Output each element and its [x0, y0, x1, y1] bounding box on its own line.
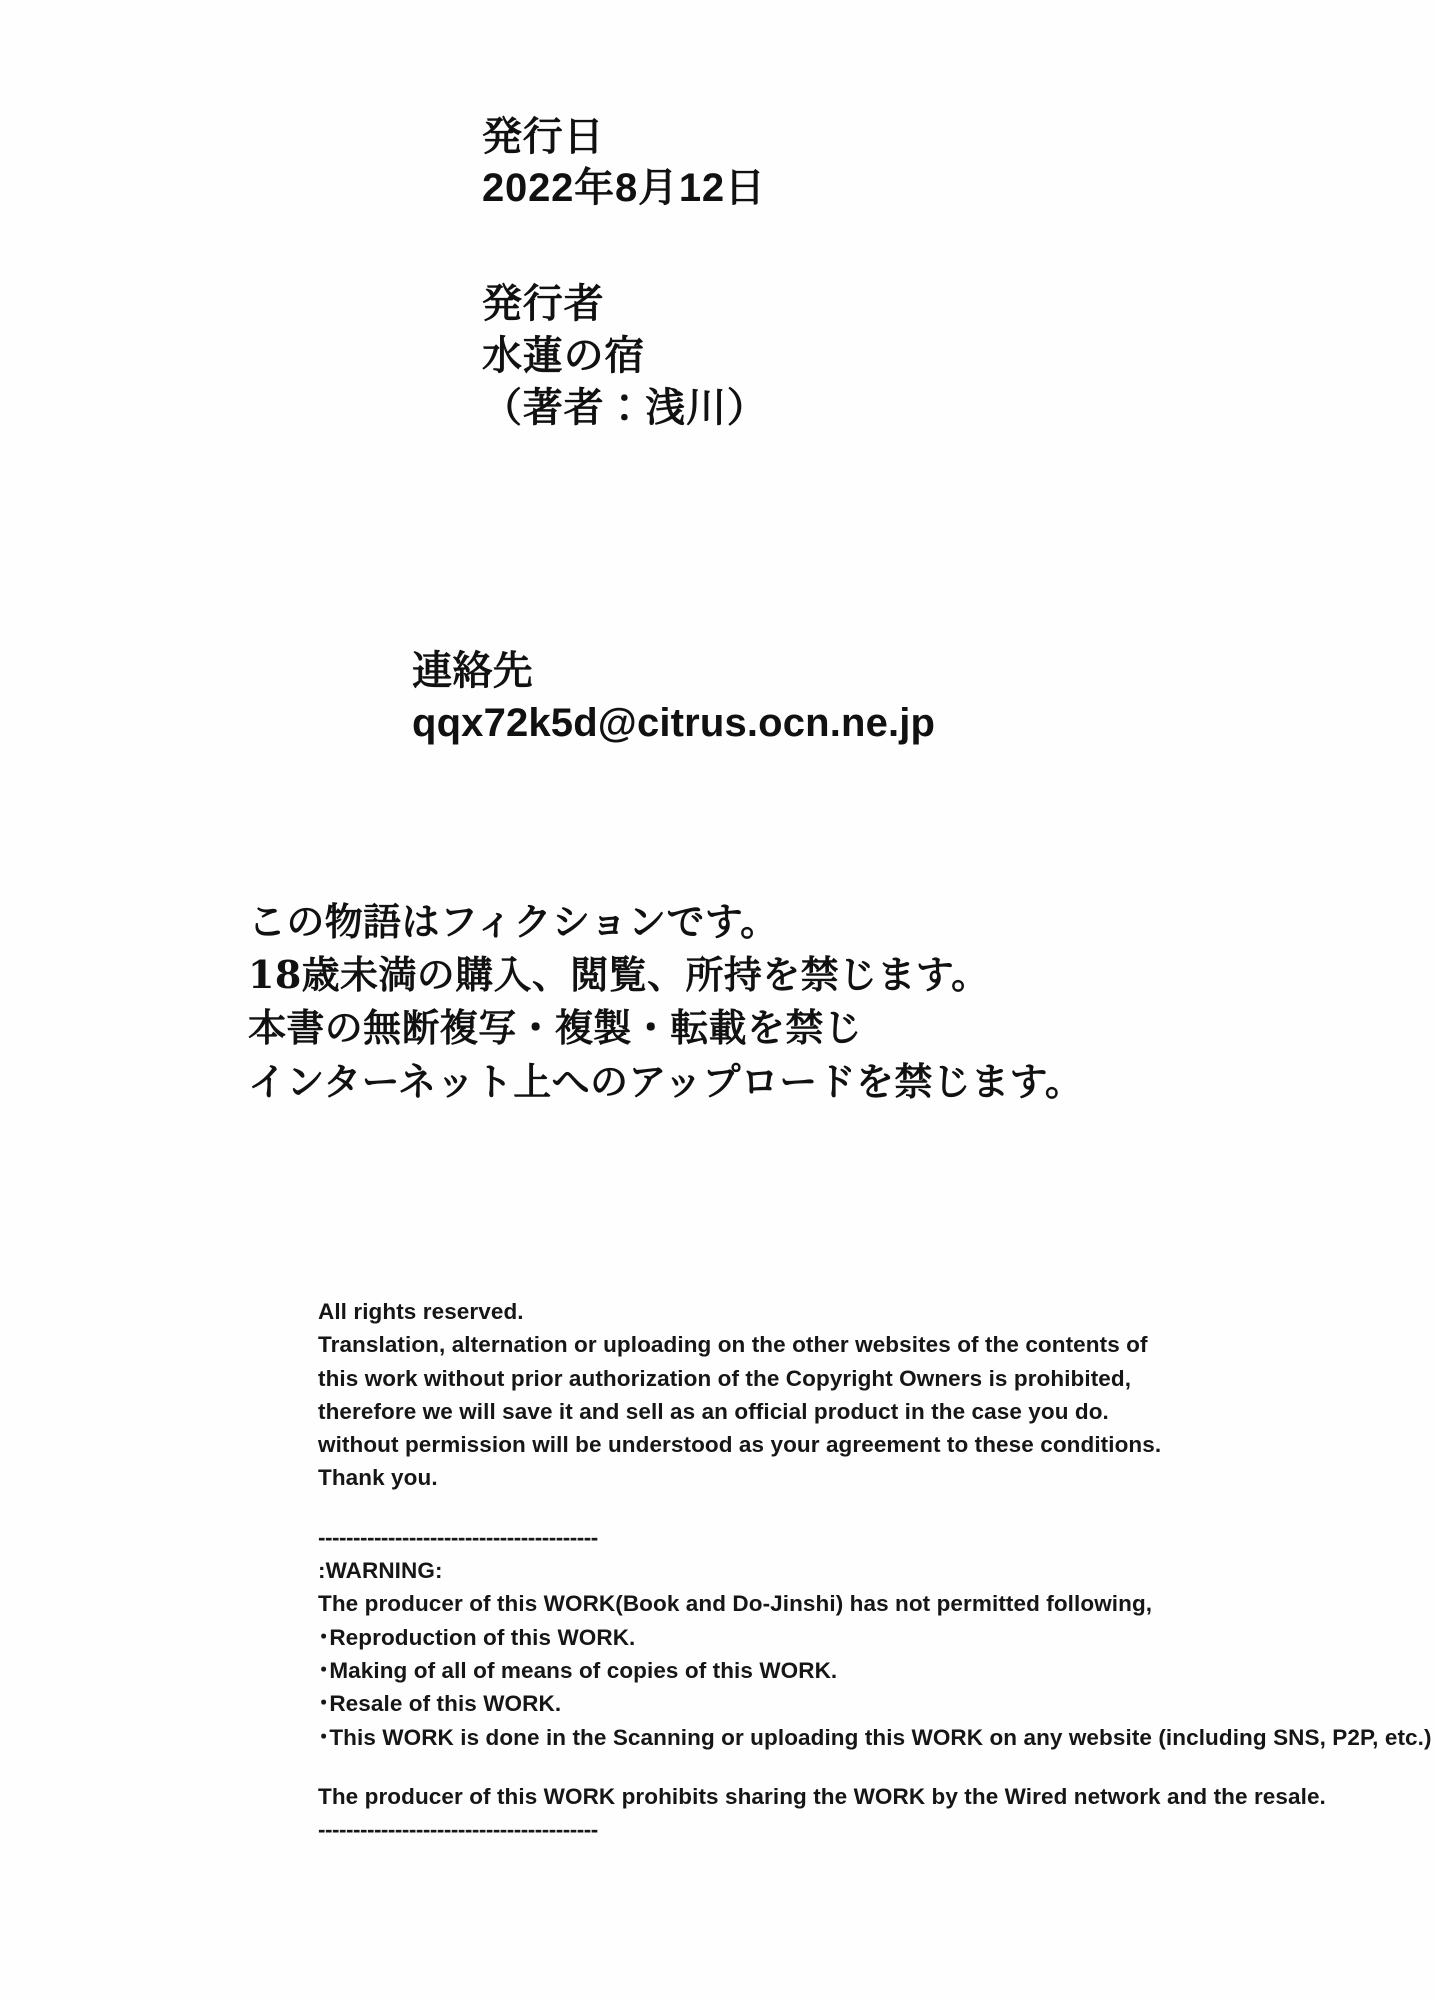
- publication-date-value: 2022年8月12日: [482, 166, 766, 211]
- publisher-block: [482, 278, 768, 434]
- legal-warning-bullet-3: ･Resale of this WORK.: [318, 1691, 562, 1717]
- publication-date-heading: 発行日: [482, 115, 605, 159]
- legal-spacer-2: [318, 1754, 1398, 1780]
- legal-divider-top: ----------------------------------------: [318, 1524, 598, 1550]
- notice-line-no-upload: インターネット上へのアップロードを禁じます。: [248, 1058, 1084, 1104]
- legal-warning-bullet-2: ･Making of all of means of copies of this WORK.: [318, 1657, 838, 1683]
- contact-email[interactable]: qqx72k5d@citrus.ocn.ne.jp: [412, 701, 936, 745]
- legal-line-3: this work without prior authorization of the Copyright Owners is prohibited,: [318, 1365, 1132, 1391]
- legal-warning-label: :WARNING:: [318, 1558, 443, 1584]
- legal-line-4: therefore we will save it and sell as an official product in the case you do.: [318, 1398, 1109, 1424]
- legal-divider-bottom: ----------------------------------------: [318, 1817, 598, 1843]
- legal-warning-bullet-4: ･This WORK is done in the Scanning or uploading this WORK on any website (including SNS, P2P, etc.): [318, 1724, 1432, 1750]
- contact-block: [412, 645, 935, 749]
- publisher-heading: 発行者: [482, 282, 605, 326]
- publisher-author: （著者：浅川）: [482, 386, 768, 430]
- legal-all-rights-reserved: All rights reserved.: [318, 1299, 524, 1324]
- legal-spacer-1: [318, 1495, 1398, 1521]
- japanese-notice-block: [248, 895, 1083, 1108]
- publication-date-block: [482, 112, 766, 214]
- notice-line-fiction: この物語はフィクションです。: [248, 899, 779, 944]
- legal-closing-statement: The producer of this WORK prohibits sharing the WORK by the Wired network and the resale.: [318, 1783, 1326, 1809]
- notice-line-age-restriction: 18歳未満の購入、閲覧、所持を禁じます。: [248, 952, 990, 998]
- contact-heading: 連絡先: [412, 649, 534, 693]
- legal-line-5: without permission will be understood as your agreement to these conditions.: [318, 1432, 1162, 1458]
- legal-line-2: Translation, alternation or uploading on the other websites of the contents of: [318, 1332, 1148, 1358]
- legal-thank-you: Thank you.: [318, 1465, 438, 1491]
- legal-warning-bullet-1: ･Reproduction of this WORK.: [318, 1624, 636, 1650]
- legal-warning-intro: The producer of this WORK(Book and Do-Jinshi) has not permitted following,: [318, 1591, 1153, 1617]
- english-legal-block: [318, 1295, 1432, 1846]
- notice-line-no-reproduction: 本書の無断複写・複製・転載を禁じ: [248, 1005, 863, 1051]
- publisher-name: 水蓮の宿: [482, 334, 646, 378]
